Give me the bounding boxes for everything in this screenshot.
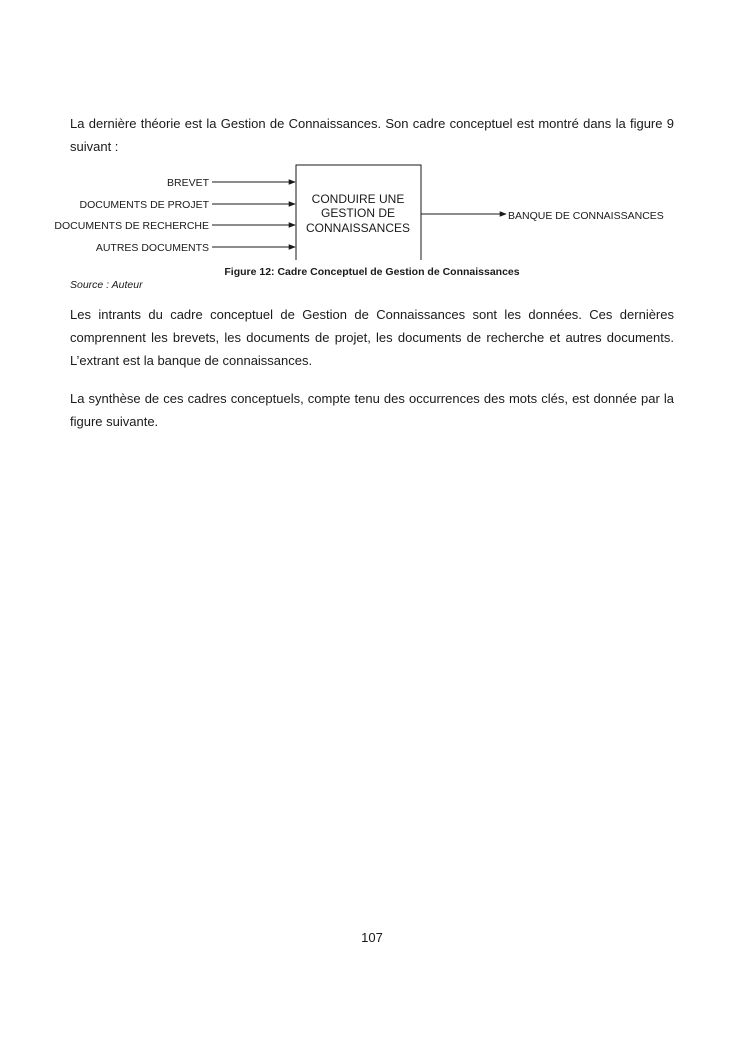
input-label-documents-projet: DOCUMENTS DE PROJET: [79, 199, 209, 211]
intrants-paragraph: Les intrants du cadre conceptuel de Gestion de Connaissances sont les données. Ces dernières comprennent les brevets, les documents de projet, les documents de recherche et autres documents. L’extrant est la banque de connaissances.: [70, 307, 674, 368]
input-label-brevet: BREVET: [166, 177, 209, 189]
process-label-line-1: CONDUIRE UNE: [311, 192, 405, 206]
synthese-paragraph: La synthèse de ces cadres conceptuels, compte tenu des occurrences des mots clés, est donnée par la figure suivante.: [70, 391, 674, 429]
figure-caption: Figure 12: Cadre Conceptuel de Gestion de Connaissances: [224, 266, 520, 278]
process-label-line-2: GESTION DE: [320, 206, 396, 220]
page-number: 107: [361, 930, 383, 945]
intro-paragraph: La dernière théorie est la Gestion de Connaissances. Son cadre conceptuel est montré dans la figure 9 suivant :: [70, 116, 674, 154]
output-label: BANQUE DE CONNAISSANCES: [508, 210, 664, 222]
process-label-line-3: CONNAISSANCES: [305, 221, 411, 235]
input-label-autres-documents: AUTRES DOCUMENTS: [95, 242, 209, 254]
input-label-documents-recherche: DOCUMENTS DE RECHERCHE: [54, 220, 209, 232]
knowledge-management-diagram: [0, 160, 744, 260]
figure-source: Source : Auteur: [70, 279, 143, 291]
